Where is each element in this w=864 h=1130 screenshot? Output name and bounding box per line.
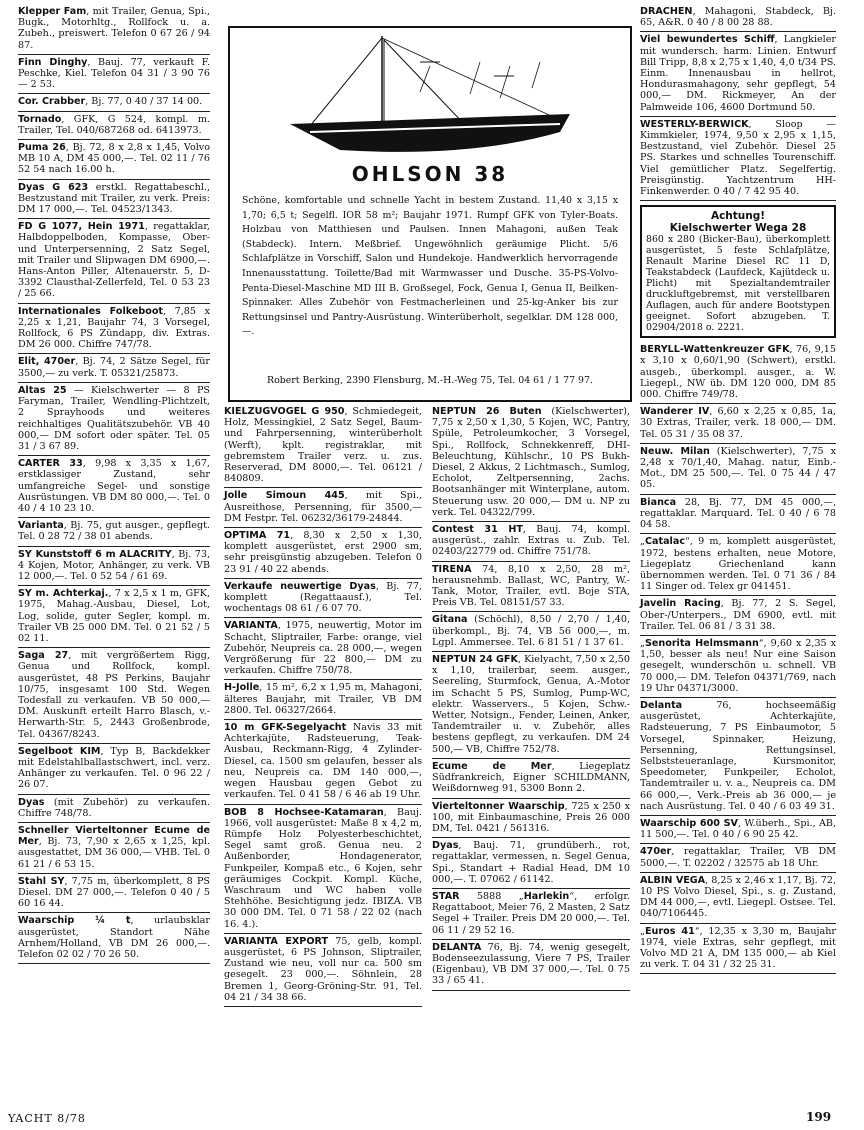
- classified-ad: Schneller Vierteltonner Ecume de Mer, Bj. 73, 7,90 x 2,65 x 1,25, kpl. ausgestattet, DM 36 000,— VHB. Tel. 0 61 21 / 6 53 15.: [18, 823, 210, 874]
- classified-ad: Waarschip ¼ t, urlaubsklar ausgerüstet, Standort Nähe Arnhem/Holland, VB DM 26 000,—. Telefon 02 02 / 70 26 50.: [18, 913, 210, 964]
- classified-ad: 10 m GFK-Segelyacht Navis 33 mit Achterkajüte, Radsteuerung, Teak-Ausbau, Reckmann-Rigg, 4 Zylinder-Diesel, ca. 1500 sm gelaufen, besser als neu, Neupreis ca. DM 140 000,—, wegen Hausbau gegen Gebot zu verkaufen. Tel. 0 41 58 / 6 46 ab 19 Uhr.: [224, 720, 422, 804]
- classified-ad: SY Kunststoff 6 m ALACRITY, Bj. 73, 4 Kojen, Motor, Anhänger, zu verk. VB 12 000,—. Tel. 0 52 54 / 61 69.: [18, 547, 210, 587]
- featured-ad: [228, 26, 632, 402]
- classified-ad: Javelin Racing, Bj. 77, 2 S. Segel, Ober-/Unterpers., DM 6900, evtl. mit Trailer. Tel. 06 81 / 3 31 38.: [640, 596, 836, 636]
- classified-ad: Tornado, GFK, G 524, kompl. m. Trailer, Tel. 040/687268 od. 6413973.: [18, 112, 210, 140]
- classified-ad: ALBIN VEGA, 8,25 x 2,46 x 1,17, Bj. 72, 10 PS Volvo Diesel, Spi., s. g. Zustand, DM 44 000,—, evtl. Liegepl. Ostsee. Tel. 040/7106445.: [640, 873, 836, 924]
- classified-ad: „Catalac“, 9 m, komplett ausgerüstet, 1972, bestens erhalten, neue Motore, Liegeplatz Griechenland kann übernommen werden. Tel. 0 71 36 / 84 11 Singer od. Telex gr 041451.: [640, 534, 836, 596]
- classified-ad: DRACHEN, Mahagoni, Stabdeck, Bj. 65, A&R. 0 40 / 8 00 28 88.: [640, 4, 836, 32]
- classified-ad: NEPTUN 26 Buten (Kielschwerter), 7,75 x 2,50 x 1,30, 5 Kojen, WC, Pantry, Spüle, Petroleumkocher, 3 Vorsegel, Spi., Rollfock, Schnekkenreff, DHI-Beleuchtung, Kühlschr., 10 PS Bukh-Diesel, 2 Akkus, 2 Lichtmasch., Sumlog, Echolot, Zeltpersenning, 2achs. Bootsanhänger mit Winterplane, autom. Steuerung usw. 20 000,— DM u. NP zu verk. Tel. 04322/799.: [432, 404, 630, 522]
- footer-magazine: YACHT 8/78: [8, 1112, 86, 1125]
- page-number: 199: [806, 1110, 832, 1124]
- classified-ad: „Euros 41“, 12,35 x 3,30 m, Baujahr 1974, viele Extras, sehr gepflegt, mit Volvo MD 21 A, DM 135 000,— ab Kiel zu verk. T. 04 31 / 32 25 31.: [640, 924, 836, 975]
- classified-ad: Internationales Folkeboot, 7,85 x 2,25 x 1,21, Baujahr 74, 3 Vorsegel, Rollfock, 6 PS Zündapp, div. Extras. DM 26 000. Chiffre 747/78.: [18, 304, 210, 355]
- classified-ad: Segelboot KIM, Typ B, Backdekker mit Edelstahlballastschwert, incl. verz. Anhänger zu verkaufen. Tel. 0 96 22 / 26 07.: [18, 744, 210, 795]
- boxed-ad-head1: Achtung!: [710, 210, 766, 223]
- classified-ad: KIELZUGVOGEL G 950, Schmiedegeit, Holz, Messingkiel, 2 Satz Segel, Baum- und Fahrpersenning, winterüberholt (Werft), kplt. registraklar, mit gebremstem Trailer verz. u. zus. Reserverad, DM 8000,—. Tel. 06121 / 840809.: [224, 404, 422, 488]
- classified-ad: Varianta, Bj. 75, gut ausger., gepflegt. Tel. 0 28 72 / 38 01 abends.: [18, 518, 210, 546]
- classified-ad: Altas 25 — Kielschwerter — 8 PS Faryman, Trailer, Wendling-Plichtzelt, 2 Sprayhoods und weiteres reichhaltiges Qualitätszubehör. VB 40 000,— DM sofort oder später. Tel. 05 31 / 3 67 89.: [18, 383, 210, 456]
- classified-ad: DELANTA 76, Bj. 74, wenig gesegelt, Bodenseezulassung, Viere 7 PS, Trailer (Eigenbau), VB DM 37 000,—. Tel. 0 75 33 / 65 41.: [432, 940, 630, 991]
- classified-ad: SY m. Achterkaj., 7 x 2,5 x 1 m, GFK, 1975, Mahag.-Ausbau, Diesel, Lot, Log, solide, guter Segler, kompl. m. Trailer VB 25 000 DM. Tel. 0 21 52 / 5 02 11.: [18, 586, 210, 648]
- classified-ad: Neuw. Milan (Kielschwerter), 7,75 x 2,48 x 70/1,40, Mahag. natur, Einb.-Mot., DM 25 500,—. Tel. 0 75 44 / 47 05.: [640, 444, 836, 495]
- classified-ad: Dyas G 623 erstkl. Regattabeschl., Bestzustand mit Trailer, zu verk. Preis: DM 17 000,—. Tel. 04523/1343.: [18, 180, 210, 220]
- column-1: [18, 4, 210, 964]
- classified-ad: Jolle Simoun 445, mit Spi., Ausreithose, Persenning, für 3500,— DM Festpr. Tel. 06232/36179-24844.: [224, 488, 422, 528]
- column-2: [224, 404, 422, 1007]
- classified-ad: STAR 5888 „Harlekin“, erfolgr. Regattaboot, Meier 76, 2 Masten, 2 Satz Segel + Trailer. Preis DM 20 000,—. Tel. 06 11 / 29 52 16.: [432, 889, 630, 940]
- classified-ad: „Senorita Helmsmann“, 9,60 x 2,35 x 1,50, besser als neu! Nur eine Saison gesegelt, wunderschön u. schnell. VB 70 000,— DM. Telefon 04371/769, nach 19 Uhr 04371/3000.: [640, 636, 836, 698]
- boxed-ad-wega: [640, 205, 836, 338]
- classified-ad: WESTERLY-BERWICK, Sloop — Kimmkieler, 1974, 9,50 x 2,95 x 1,15, Bestzustand, viel Zubehör. Diesel 25 PS. Starkes und schnelles Tourenschiff. Viel gemütlicher Platz. Segelfertig. Preisgünstig. Yachtzentrum HH-Finkenwerder. 0 40 / 7 42 95 40.: [640, 117, 836, 201]
- classified-ad: Verkaufe neuwertige Dyas, Bj. 77, komplett (Regattaausf.), Tel. wochentags 08 61 / 6 07 70.: [224, 579, 422, 619]
- classified-ad: BOB 8 Hochsee-Katamaran, Bauj. 1966, voll ausgerüstet: Maße 8 x 4,2 m, Rümpfe Holz Polyesterbeschichtet, Segel samt groß. Genua neu. 2 Außenborder, Hondagenerator, Funkpeiler, Kompaß etc., 6 Kojen, sehr geräumiges Cockpit. Kompl. Küche, Waschraum und WC haben volle Stehhöhe. Besichtigung jedz. IBIZA. VB 30 000 DM. Tel. 0 71 58 / 22 02 (nach 16. 4.).: [224, 805, 422, 934]
- classified-ad: Waarschip 600 SV, W.überh., Spi., AB, 11 500,—. Tel. 0 40 / 6 90 25 42.: [640, 816, 836, 844]
- classified-ad: Finn Dinghy, Bauj. 77, verkauft F. Peschke, Kiel. Telefon 04 31 / 3 90 76 — 2 53.: [18, 55, 210, 95]
- classified-ad: Delanta 76, hochseemäßig ausgerüstet, Achterkajüte, Radsteuerung, 7 PS Einbaumotor, 5 Vorsegel, Spinnaker, Heizung, Persenning, Rettungsinsel, Selbststeueranlage, Kursmonitor, Speedometer, Funkpeiler, Echolot, Tandemtrailer u. v. a., Neupreis ca. DM 66 000,—, Verk.-Preis ab 36 000,— je nach Ausrüstung. Tel. 0 40 / 6 03 49 31.: [640, 698, 836, 816]
- column-4: [640, 4, 836, 974]
- classified-ad: Gitana (Schöchl), 8,50 / 2,70 / 1,40, überkompl., Bj. 74, VB 56 000,—, m. Lgpl. Ammersee. Tel. 6 81 51 / 1 37 61.: [432, 612, 630, 652]
- classified-ad: Elit, 470er, Bj. 74, 2 Sätze Segel, für 3500,— zu verk. T. 05321/25873.: [18, 354, 210, 382]
- classified-ad: Viel bewundertes Schiff, Langkieler mit wundersch. harm. Linien. Entwurf Bill Tripp, 8,8 x 2,75 x 1,40, 4,0 t/34 PS. Einm. Innenausbau in hellrot, Hondurasmahagony, sehr gepflegt, 54 000,— DM. Rickmeyer, An der Palmweide 106, 4600 Dortmund 50.: [640, 32, 836, 116]
- classified-ad: NEPTUN 24 GFK, Kielyacht, 7,50 x 2,50 x 1,10, trailerbar, seem. ausger., Seereling, Sturmfock, Genua, A.-Motor im Schacht 5 PS, Sumlog, Pump-WC, elektr. Wasservers., 5 Kojen, Schw.-Wetter, Notsign., Fender, Leinen, Anker, Tandemtrailer u. v. Zubehör, alles bestens gepflegt, zu verkaufen. DM 24 500,— VB, Chiffre 752/78.: [432, 652, 630, 759]
- yacht-illustration: [270, 32, 590, 160]
- classified-ad: Ecume de Mer, Liegeplatz Südfrankreich, Eigner SCHILDMANN, Weißdornweg 91, 5300 Bonn 2.: [432, 759, 630, 799]
- classified-ad: Cor. Crabber, Bj. 77, 0 40 / 37 14 00.: [18, 94, 210, 111]
- classified-ad: Contest 31 HT, Bauj. 74, kompl. ausgerüst., zahlr. Extras u. Zub. Tel. 02403/22779 od. Chiffre 751/78.: [432, 522, 630, 562]
- featured-body: Schöne, komfortable und schnelle Yacht in bestem Zustand. 11,40 x 3,15 x 1,70; 6,5 t; Segelfl. IOR 58 m²; Baujahr 1971. Rumpf GFK von Tyler-Boats. Holzbau von Matthiesen und Paulsen. Innen Mahagoni, außen Teak (Stabdeck). Intern. Meßbrief. Ungewöhnlich geräumige Plicht. 5/6 Schlafplätze in Vorschiff, Salon und Hundekoje. Handwerklich hervorragende Innenausstattung. Toilette/Bad mit Warmwasser und Dusche. 35-PS-Volvo-Penta-Diesel-Maschine MD III B. Großsegel, Fock, Genua I, Genua II, Beilken-Spinnaker. Alles Zubehör von Festmacherleinen und 25-kg-Anker bis zur Rettungsinsel und Pantry-Ausrüstung. Winterüberholt, segelklar. DM 128 000,—.: [242, 195, 618, 338]
- classified-ad: BERYLL-Wattenkreuzer GFK, 76, 9,15 x 3,10 x 0,60/1,90 (Schwert), erstkl. ausgeb., überkompl. ausger., a. W. Liegepl., NW üb. DM 120 000, DM 85 000. Chiffre 749/78.: [640, 342, 836, 404]
- classified-ad: Klepper Fam, mit Trailer, Genua, Spi., Bugk., Motorhltg., Rollfock u. a. Zubeh., preiswert. Telefon 0 67 26 / 94 87.: [18, 4, 210, 55]
- classified-ad: TIRENA 74, 8,10 x 2,50, 28 m², herausnehmb. Ballast, WC, Pantry, W.-Tank, Motor, Trailer, evtl. Boje STA, Preis VB. Tel. 08151/57 33.: [432, 562, 630, 613]
- classified-ad: Wanderer IV, 6,60 x 2,25 x 0,85, 1a, 30 Extras, Trailer, verk. 18 000,— DM. Tel. 05 31 / 35 08 37.: [640, 404, 836, 444]
- classified-ad: Stahl SY, 7,75 m, überkomplett, 8 PS Diesel. DM 27 000,—. Telefon 0 40 / 5 60 16 44.: [18, 874, 210, 914]
- featured-signature: Robert Berking, 2390 Flensburg, M.-H.-Weg 75, Tel. 04 61 / 1 77 97.: [267, 375, 593, 386]
- classified-ad: Dyas, Bauj. 71, grundüberh., rot, regattaklar, vermessen, n. Segel Genua, Spi., Standart + Radial Head, DM 10 000,—. T. 07062 / 61142.: [432, 838, 630, 889]
- classified-ad: OPTIMA 71, 8,30 x 2,50 x 1,30, komplett ausgerüstet, erst 2900 sm, sehr preisgünstig abzugeben. Telefon 0 23 91 / 40 22 abends.: [224, 528, 422, 579]
- classified-ad: Saga 27, mit vergrößertem Rigg, Genua und Rollfock, kompl. ausgerüstet, 48 PS Perkins, Baujahr 10/75, insgesamt 100 Std. Wegen Todesfall zu verkaufen. VB 50 000,— DM. Auskunft erteilt Harro Blasch, v.-Herwarth-Str. 5, 2443 Großenbrode, Tel. 04367/8243.: [18, 648, 210, 744]
- boxed-ad-head2: Kielschwerter Wega 28: [669, 222, 807, 235]
- column-3: [432, 404, 630, 991]
- classified-ad: VARIANTA, 1975, neuwertig, Motor im Schacht, Sliptrailer, Farbe: orange, viel Zubehör, Neupreis ca. 28 000,—, wegen Vergrößerung für 22 800,— DM zu verkaufen. Chiffre 750/78.: [224, 618, 422, 680]
- classified-ad: Dyas (mit Zubehör) zu verkaufen. Chiffre 748/78.: [18, 795, 210, 823]
- classified-ad: FD G 1077, Hein 1971, regattaklar, Halbdoppelboden, Kompasse, Ober- und Unterpersenning, 2 Satz Segel, mit Trailer und Slipwagen DM 6900,—. Hans-Anton Piller, Altenauerstr. 5, D-3392 Clausthal-Zellerfeld, Tel. 0 53 23 / 25 66.: [18, 219, 210, 303]
- classified-ad: Puma 26, Bj. 72, 8 x 2,8 x 1,45, Volvo MB 10 A, DM 45 000,—. Tel. 02 11 / 76 52 54 nach 16.00 h.: [18, 140, 210, 180]
- classified-ad: H-Jolle, 15 m², 6,2 x 1,95 m, Mahagoni, älteres Baujahr, mit Trailer, VB DM 2800. Tel. 06327/2664.: [224, 680, 422, 720]
- classified-ad: CARTER 33, 9,98 x 3,35 x 1,67, erstklassiger Zustand, sehr umfangreiche Segel- und sonstige Ausrüstungen. VB DM 80 000,—. Tel. 0 40 / 4 10 23 10.: [18, 456, 210, 518]
- classified-ad: Bianca 28, Bj. 77, DM 45 000,—, regattaklar. Marquard. Tel. 0 40 / 6 78 04 58.: [640, 495, 836, 535]
- classified-ad: Vierteltonner Waarschip, 725 x 250 x 100, mit Einbaumaschine, Preis 26 000 DM, Tel. 0421 / 561316.: [432, 799, 630, 839]
- boxed-ad-body: 860 x 280 (Bicker-Bau), überkomplett ausgerüstet, 5 feste Schlafplätze, Renault Marine Diesel RC 11 D, Teakstabdeck (Laufdeck, Kajütdeck u. Plicht) mit Spezialtandemtrailer druckluftgebremst, mit verstellbaren Auflagen, auch für andere Bootstypen geeignet. Sofort abzugeben. T. 02904/2018 o. 2221.: [646, 234, 830, 334]
- classified-ad: 470er, regattaklar, Trailer, VB DM 5000,—. T. 02202 / 32575 ab 18 Uhr.: [640, 844, 836, 872]
- featured-title: OHLSON 38: [351, 162, 509, 186]
- classified-ad: VARIANTA EXPORT 75, gelb, kompl. ausgerüstet, 6 PS Johnson, Sliptrailer, Zustand wie neu, voll nur ca. 500 sm gesegelt. 23 000,—. Söhnlein, 28 Bremen 1, Georg-Gröning-Str. 91, Tel. 04 21 / 34 38 66.: [224, 934, 422, 1007]
